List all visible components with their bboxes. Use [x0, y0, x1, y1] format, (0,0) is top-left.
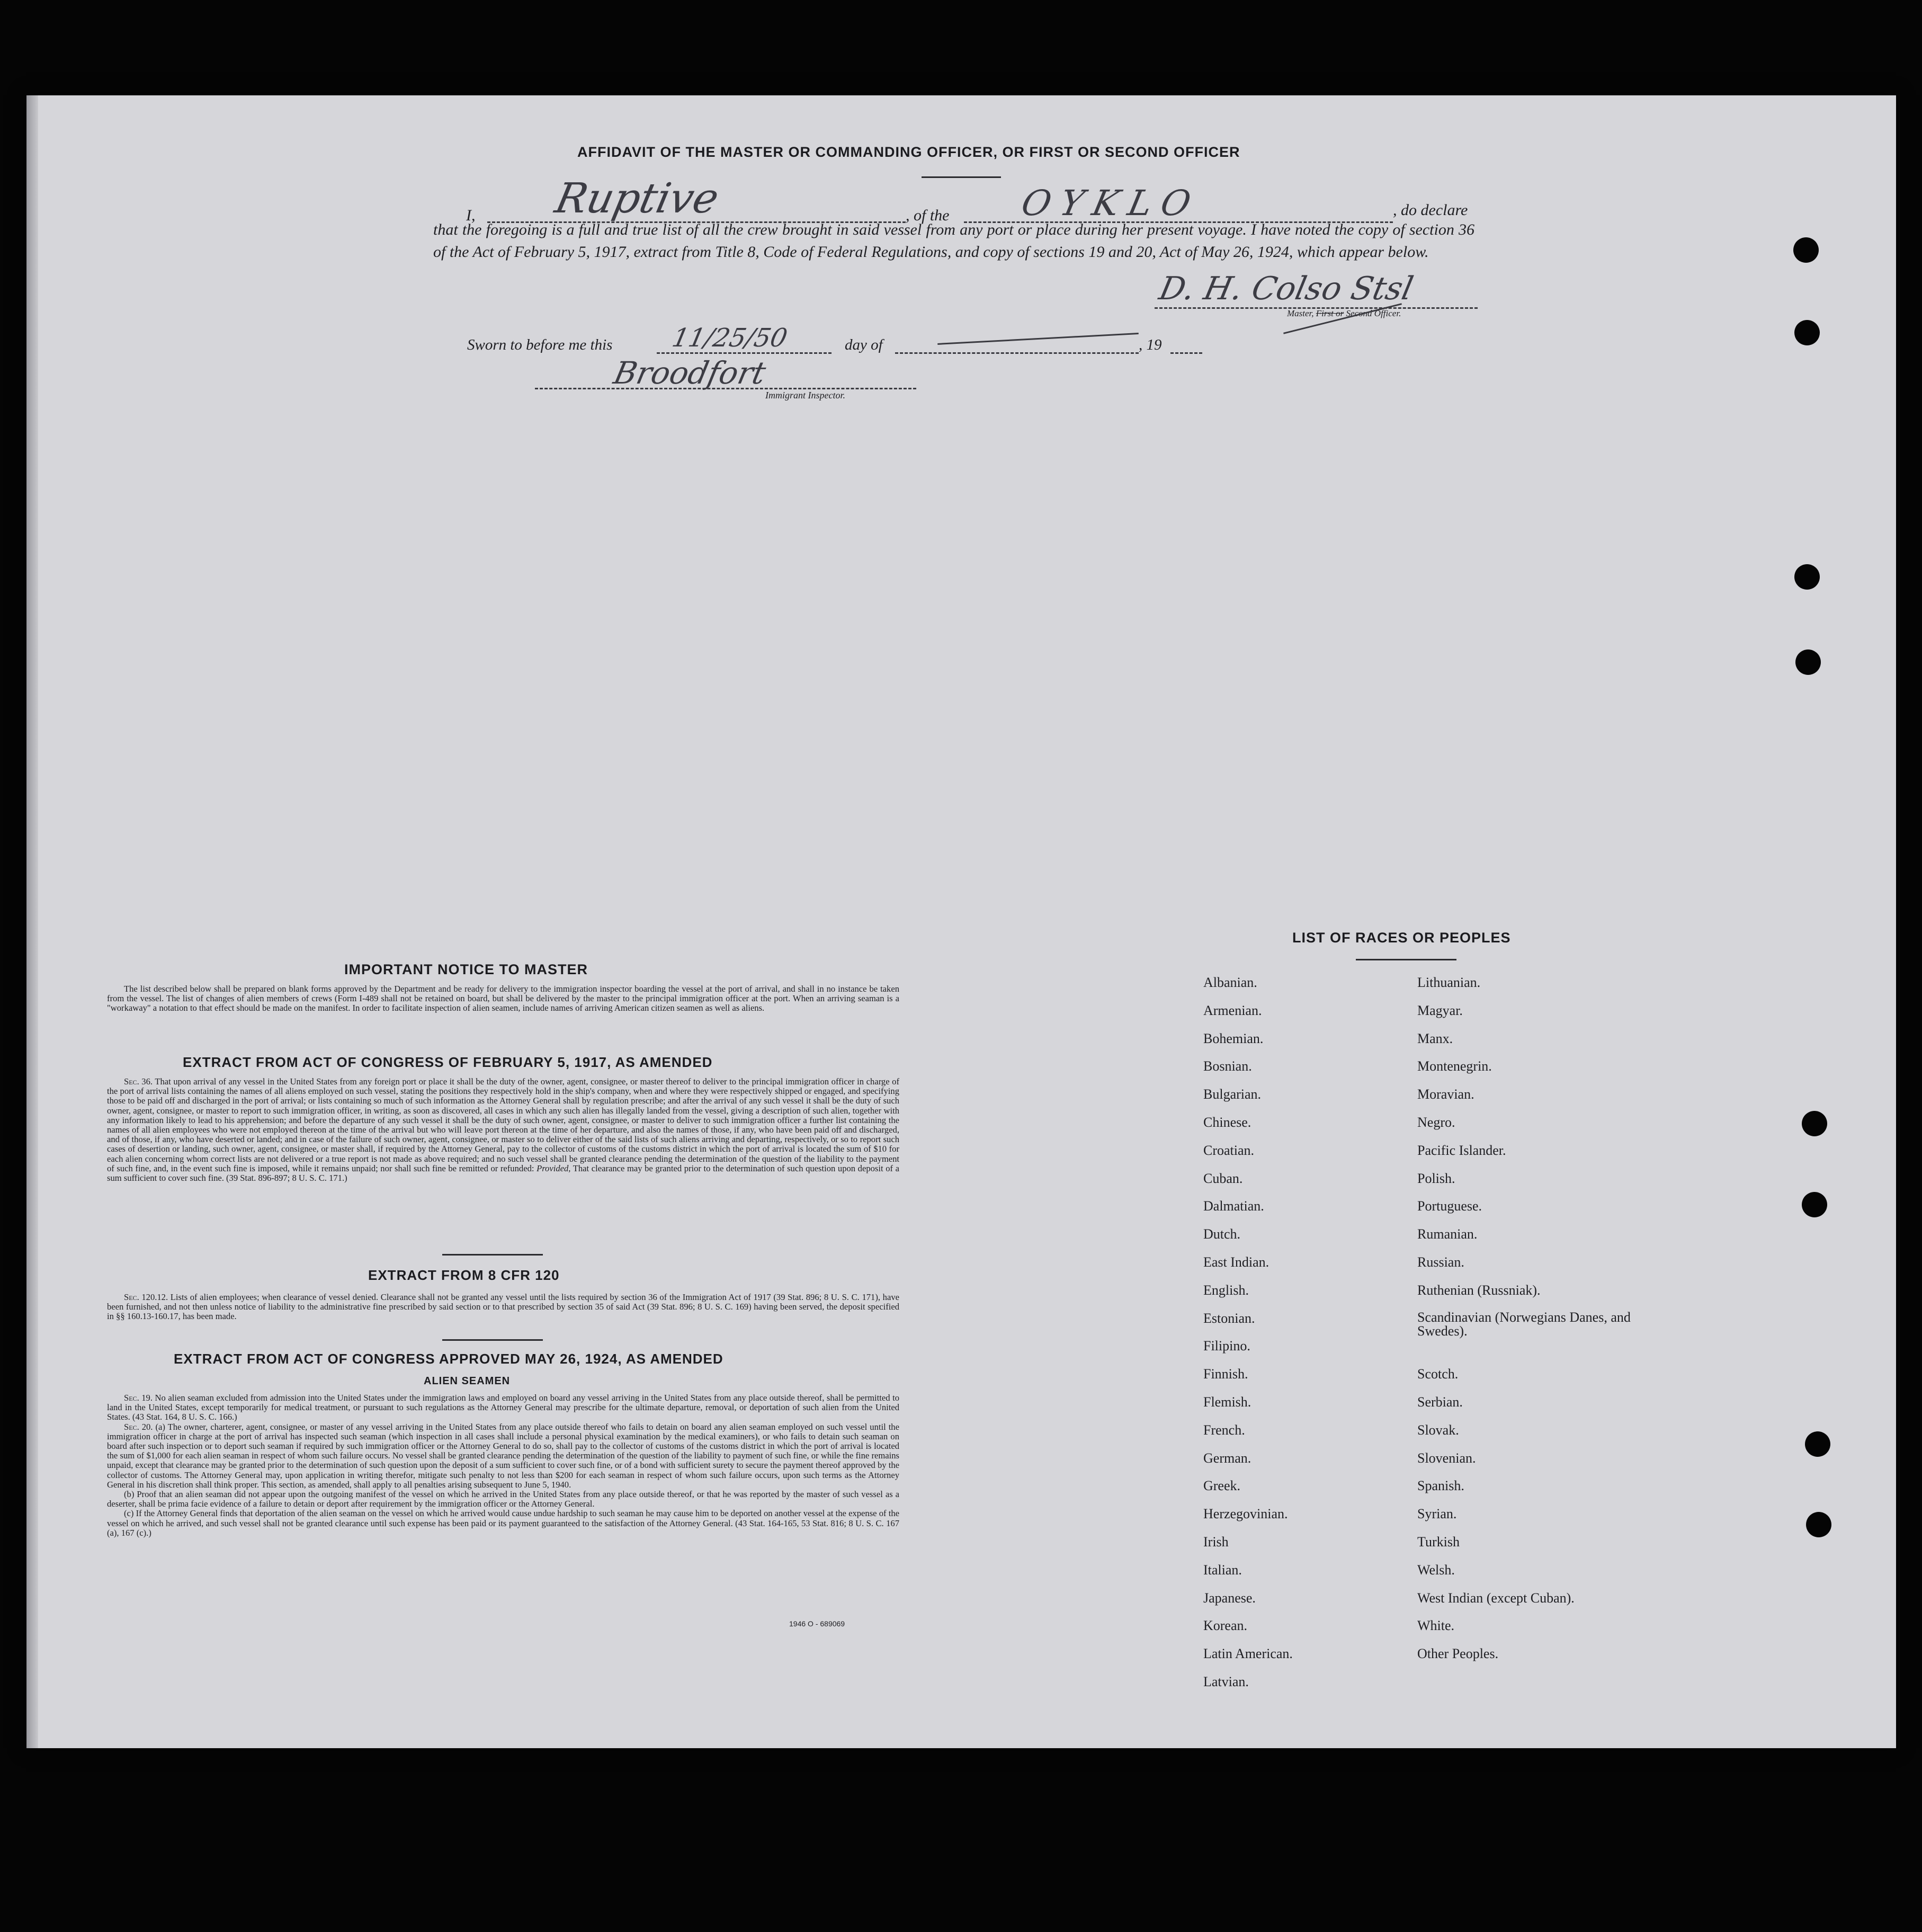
race-entry: Irish — [1203, 1534, 1229, 1550]
sec20-b: (b) Proof that an alien seaman did not appear upon the outgoing manifest of the vessel on which he arrived in the United States from any place outside thereof, or that he was reported by the master of such vessel as a deserter, shall be prima facie evidence of a failure to detain or deport after requirement by the immigration officer or the Attorney General. — [107, 1489, 899, 1509]
punch-hole — [1802, 1111, 1827, 1136]
print-code: 1946 O - 689069 — [789, 1619, 845, 1628]
races-rule — [1356, 959, 1456, 960]
caption-master: Master, — [1287, 308, 1314, 318]
race-entry: West Indian (except Cuban). — [1417, 1590, 1575, 1606]
title-rule — [922, 176, 1001, 178]
race-entry: Manx. — [1417, 1030, 1453, 1046]
extract-cfr-title: EXTRACT FROM 8 CFR 120 — [368, 1267, 560, 1283]
punch-hole — [1802, 1192, 1827, 1217]
race-entry: East Indian. — [1203, 1254, 1270, 1270]
race-entry: Flemish. — [1203, 1394, 1251, 1410]
inspector-caption: Immigrant Inspector. — [765, 390, 845, 400]
race-entry: Herzegovinian. — [1203, 1506, 1288, 1522]
race-entry: Turkish — [1417, 1534, 1460, 1550]
handwritten-vessel: OYKLO — [1017, 183, 1204, 224]
race-entry: Bohemian. — [1203, 1030, 1264, 1046]
sworn-prefix: Sworn to before me this — [467, 336, 613, 353]
affidavit-body: that the foregoing is a full and true list of all the crew brought in said vessel from any port or place during her present voyage. I have noted the copy of section 36 of the Act of February 5, 1917, extract from Title 8, Code of Federal Regulations, and copy of sections 19 and 20, Act of May 26, 1924, which appear below. — [433, 221, 1474, 261]
sec20-c: (c) If the Attorney General finds that deportation of the alien seaman on the vessel on which he arrived would cause undue hardship to such seaman he may cause him to be deported on another vessel at the expense of the vessel on which he arrived, and such vessel shall not be granted clearance until such expense has been paid or its payment guaranteed to the satisfaction of the Attorney General. (43 Stat. 164-165, 53 Stat. 816; 8 U. S. C. 167 (a), 167 (c).) — [107, 1508, 899, 1538]
affidavit-declare: , do declare — [1393, 201, 1468, 219]
punch-hole — [1794, 564, 1820, 590]
affidavit-prefix: I, — [466, 207, 476, 224]
race-entry: Russian. — [1417, 1254, 1464, 1270]
race-entry: Bulgarian. — [1203, 1087, 1262, 1102]
race-entry: White. — [1417, 1618, 1455, 1634]
year-line — [1170, 352, 1202, 354]
race-entry: Moravian. — [1417, 1087, 1474, 1102]
sworn-year: , 19 — [1139, 336, 1162, 353]
race-entry: Latin American. — [1203, 1646, 1293, 1662]
punch-hole — [1793, 237, 1819, 263]
caption-second: Second Officer. — [1346, 308, 1401, 318]
race-entry: Portuguese. — [1417, 1198, 1482, 1214]
race-entry: Cuban. — [1203, 1170, 1243, 1186]
race-entry: Filipino. — [1203, 1338, 1250, 1354]
caption-struck: First or — [1316, 308, 1344, 318]
race-entry: Albanian. — [1203, 975, 1257, 990]
rule-1924 — [442, 1339, 543, 1341]
affidavit-of-the: , of the — [906, 207, 950, 224]
race-entry: German. — [1203, 1450, 1251, 1466]
proviso-label: Provided, — [537, 1163, 571, 1173]
notice-body — [107, 984, 899, 1013]
punch-hole — [1794, 320, 1820, 345]
sworn-day-of: day of — [845, 336, 883, 353]
race-entry: Japanese. — [1203, 1590, 1256, 1606]
month-stroke — [937, 333, 1139, 345]
race-entry: Negro. — [1417, 1115, 1455, 1130]
inspector-signature: Broodfort — [610, 355, 769, 391]
race-entry: Lithuanian. — [1417, 975, 1481, 990]
race-entry: Armenian. — [1203, 1002, 1262, 1018]
race-entry: Montenegrin. — [1417, 1058, 1492, 1074]
notice-text: The list described below shall be prepared on blank forms approved by the Department and be ready for delivery to the immigration inspector boarding the vessel at the port of arrival, and shall in no instance be taken from the vessel. The list of changes of alien members of crews (Form I-489 shall not be retained on board, but shall be delivered by the master to the principal immigration officer at the port. When an arriving seaman is a "workaway" a notation to that effect should be made on the manifest. In order to facilitate inspection of alien seamen, include names of arriving American citizen seamen as well as aliens. — [107, 984, 899, 1013]
race-entry: Pacific Islander. — [1417, 1142, 1506, 1158]
race-entry: Italian. — [1203, 1562, 1242, 1578]
rule-cfr — [442, 1254, 543, 1256]
document-page — [26, 95, 1896, 1748]
race-entry: Korean. — [1203, 1618, 1248, 1634]
race-entry: Welsh. — [1417, 1562, 1455, 1578]
notice-title: IMPORTANT NOTICE TO MASTER — [344, 961, 588, 977]
race-entry: Slovenian. — [1417, 1450, 1476, 1466]
race-entry: English. — [1203, 1282, 1249, 1298]
sec36-label: Sec. 36. — [124, 1076, 153, 1087]
race-entry: Spanish. — [1417, 1478, 1464, 1494]
sec20-label: Sec. 20. — [124, 1421, 153, 1432]
punch-hole — [1805, 1431, 1830, 1457]
punch-hole — [1806, 1512, 1831, 1537]
race-entry: Rumanian. — [1417, 1226, 1478, 1242]
sec19-label: Sec. 19. — [124, 1393, 153, 1403]
race-entry: Scandinavian (Norwegians Danes, and Swedes). — [1417, 1309, 1631, 1339]
race-entry: Greek. — [1203, 1478, 1241, 1494]
handwritten-name: Ruptive — [551, 175, 723, 222]
sec19-text: No alien seaman excluded from admission into the United States under the immigration laws and employed on board any vessel arriving in the United States from any place outside thereof, shall be permitted to land in the United States, except temporarily for medical treatment, or pursuant to such regulations as the Attorney General may prescribe for the ultimate departure, removal, or deportation of such alien from the United States. (43 Stat. 164, 8 U. S. C. 166.) — [107, 1393, 899, 1422]
proviso-text: That clearance may be granted prior to the determination of such question upon deposit of a sum sufficient to cover such fine. (39 Stat. 896-897; 8 U. S. C. 171.) — [107, 1163, 899, 1183]
race-entry: Scotch. — [1417, 1366, 1459, 1382]
extract-1924-body — [107, 1393, 899, 1538]
race-entry: Chinese. — [1203, 1115, 1251, 1130]
race-entry: Estonian. — [1203, 1310, 1255, 1326]
affidavit-title: AFFIDAVIT OF THE MASTER OR COMMANDING OFFICER, OR FIRST OR SECOND OFFICER — [577, 144, 1240, 160]
sec20-text: (a) The owner, charterer, agent, consignee, or master of any vessel arriving in the United States from any place outside thereof who fails to detain on board any alien seaman employed on such vessel until the immigration officer in charge at the port of arrival has inspected such seaman (which inspection in all cases shall include a personal physical examination by the medical examiners), or who fails to detain such seaman on board after such inspection or to deport such seaman if required by such immigration officer or the Attorney General to do so, shall pay to the collector of customs of the customs district in which the port of arrival is located the sum of $1,000 for each alien seaman in respect of whom such failure occurs. No vessel shall be granted clearance pending the determination of the question of the liability to payment of such fine, or while the fine remains unpaid, except that clearance may be granted prior to the determination of such question upon the deposit of a sum sufficient to cover such fine, or of a bond with sufficient surety to secure the payment thereof approved by the collector of customs. The Attorney General may, upon application in writing therefor, mitigate such penalty to not less than $200 for each seaman in respect of whom such failure occurs, upon such terms as the Attorney General in his discretion shall think proper. This section, as amended, shall apply to all penalties arising subsequent to June 5, 1940. — [107, 1421, 899, 1490]
punch-hole — [1795, 649, 1821, 675]
races-title: LIST OF RACES OR PEOPLES — [1292, 930, 1511, 946]
master-signature: D. H. Colso Stsl — [1156, 270, 1417, 307]
inspector-line — [535, 388, 916, 389]
sec120-label: Sec. 120.12. — [124, 1292, 168, 1302]
race-entry: Finnish. — [1203, 1366, 1248, 1382]
extract-1917-title: EXTRACT FROM ACT OF CONGRESS OF FEBRUARY 5, 1917, AS AMENDED — [183, 1054, 713, 1070]
race-entry: Croatian. — [1203, 1142, 1255, 1158]
extract-1924-title: EXTRACT FROM ACT OF CONGRESS APPROVED MAY 26, 1924, AS AMENDED — [174, 1351, 723, 1367]
extract-cfr-body — [107, 1293, 899, 1322]
race-entry: Ruthenian (Russniak). — [1417, 1282, 1541, 1298]
race-entry: Slovak. — [1417, 1422, 1459, 1438]
sec36-text: That upon arrival of any vessel in the United States from any foreign port or place it shall be the duty of the owner, agent, consignee, or master thereof to deliver to the principal immigration officer in charge of the port of arrival lists containing the names of all aliens employed on such vessel, stating the positions they respectively hold in the ship's company, when and where they were respectively shipped or engaged, and specifying those to be paid off and discharged in the port of arrival; or lists containing so much of such information as the Attorney General shall by regulation prescribe; and after the arrival of any such vessel it shall be the duty of such owner, agent, consignee, or master to report to such immigration officer, in writing, as soon as discovered, all cases in which any such alien has illegally landed from the vessel, giving a description of such alien, together with any information likely to lead to his apprehension; and before the departure of any such vessel it shall be the duty of such owner, agent, consignee, or master to deliver to such immigration officer a further list containing the names of all alien employees who were not employed thereon at the time of the arrival but who will leave port thereon at the time of her departure, and also the names of those, if any, who have been paid off and discharged, and of those, if any, who have deserted or landed; and in case of the failure of such owner, agent, consignee, or master so to deliver either of the said lists of such aliens arriving and departing, respectively, or so to report such cases of desertion or landing, such owner, agent, consignee, or master shall, if required by the Attorney General, pay to the collector of customs of the customs district in which the port of arrival is located the sum of $10 for each alien concerning whom correct lists are not delivered or a true report is not made as above required; and no such vessel shall be granted clearance pending the determination of the question of the liability to the payment of such fine, and, in the event such fine is imposed, while it remains unpaid; nor shall such fine be remitted or refunded: — [107, 1076, 899, 1173]
race-entry: Syrian. — [1417, 1506, 1457, 1522]
race-entry: Dutch. — [1203, 1226, 1241, 1242]
extract-1924-subtitle: ALIEN SEAMEN — [424, 1375, 511, 1387]
race-entry: Other Peoples. — [1417, 1646, 1499, 1662]
race-entry: Bosnian. — [1203, 1058, 1252, 1074]
race-entry: Magyar. — [1417, 1002, 1463, 1018]
sec120-text: Lists of alien employees; when clearance of vessel denied. Clearance shall not be granted any vessel until the lists required by section 36 of the Immigration Act of 1917 (39 Stat. 896; 8 U. S. C. 171), have been furnished, and not then unless notice of liability to the administrative fine prescribed by said section or to that prescribed by section 35 of said Act (39 Stat. 896; 8 U. S. C. 169) having been served, the deposit specified in §§ 160.13-160.17, has been made. — [107, 1292, 899, 1322]
race-entry: Polish. — [1417, 1170, 1455, 1186]
race-entry: Latvian. — [1203, 1674, 1249, 1689]
race-entry: French. — [1203, 1422, 1245, 1438]
race-entry: Dalmatian. — [1203, 1198, 1264, 1214]
extract-1917-body — [107, 1077, 899, 1183]
race-entry: Serbian. — [1417, 1394, 1463, 1410]
sworn-date: 11/25/50 — [669, 323, 790, 353]
month-line — [895, 352, 1139, 354]
